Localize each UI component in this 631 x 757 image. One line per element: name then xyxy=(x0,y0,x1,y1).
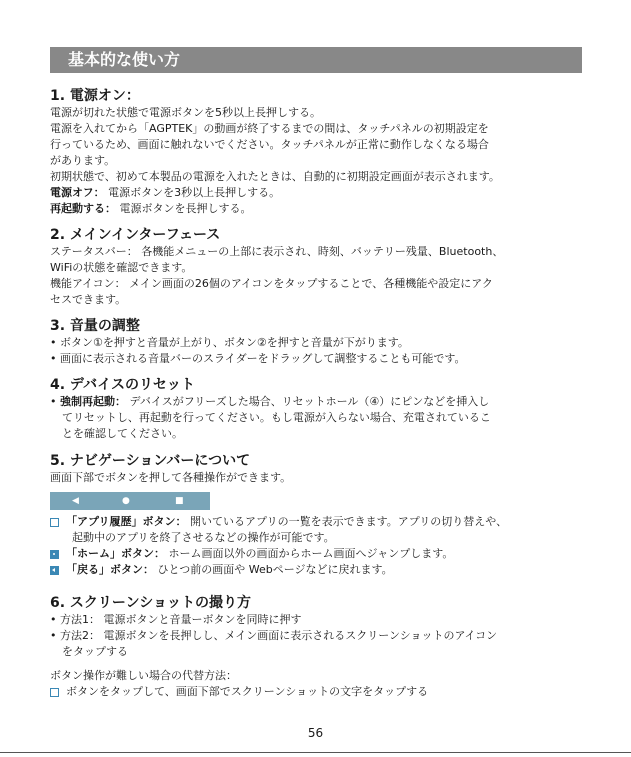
back-label: 「戻る」ボタン： xyxy=(66,563,154,576)
recent-apps-cont: 起動中のアプリを終了させるなどの操作が可能です。 xyxy=(72,531,335,544)
recent-apps-icon xyxy=(50,688,59,697)
s2-line-1: ステータスバー： 各機能メニューの上部に表示され、時刻、バッテリー残量、Bluetooth、 xyxy=(50,245,504,258)
power-off-text: 電源ボタンを3秒以上長押しする。 xyxy=(104,186,281,199)
navigation-bar-illustration xyxy=(50,492,210,510)
power-off-line xyxy=(50,185,280,201)
home-label: 「ホーム」ボタン： xyxy=(66,547,165,560)
heading-power-on: 1. 電源オン： xyxy=(50,88,140,104)
s6-bullet-2: • 方法2： 電源ボタンを長押しし、メイン画面に表示されるスクリーンショットのアイコン xyxy=(50,629,498,642)
s6-bullet-2-cont: をタップする xyxy=(62,645,128,658)
s3-bullet-1: • ボタン①を押すと音量が上がり、ボタン②を押すと音量が下がります。 xyxy=(50,336,409,349)
heading-volume: 3. 音量の調整 xyxy=(50,318,140,334)
recent-apps-icon xyxy=(50,518,59,527)
recent-apps-icon: ■ xyxy=(175,496,184,506)
s1-line-4: があります。 xyxy=(50,154,116,167)
reboot-text: 電源ボタンを長押しする。 xyxy=(116,202,252,215)
back-text: ひとつ前の画面や Webページなどに戻れます。 xyxy=(154,563,393,576)
s4-line-1: デバイスがフリーズした場合、リセットホール（④）にピンなどを挿入し xyxy=(126,395,490,408)
heading-main-interface: 2. メインインターフェース xyxy=(50,227,221,243)
s1-line-3: 行っているため、画面に触れないでください。タッチパネルが正常に動作しなくなる場合 xyxy=(50,138,489,151)
back-icon xyxy=(50,566,59,575)
back-desc xyxy=(66,562,393,578)
home-icon: ● xyxy=(122,496,130,506)
s1-line-5: 初期状態で、初めて本製品の電源を入れたときは、自動的に初期設定画面が表示されます。 xyxy=(50,170,500,183)
home-desc xyxy=(66,546,453,562)
s5-intro: 画面下部でボタンを押して各種操作ができます。 xyxy=(50,471,292,484)
s3-bullet-2: • 画面に表示される音量バーのスライダーをドラッグして調整することも可能です。 xyxy=(50,352,466,365)
back-icon: ◀ xyxy=(72,496,79,506)
s2-line-4: セスできます。 xyxy=(50,293,127,306)
s4-line-2: てリセットし、再起動を行ってください。もし電源が入らない場合、充電されているこ xyxy=(62,411,491,424)
home-icon xyxy=(50,550,59,559)
recent-apps-desc xyxy=(66,514,507,530)
heading-navbar: 5. ナビゲーションバーについて xyxy=(50,453,251,469)
s1-line-2: 電源を入れてから「AGPTEK」の動画が終了するまでの間は、タッチパネルの初期設定を xyxy=(50,122,489,135)
page-number: 56 xyxy=(307,726,324,740)
reboot-line xyxy=(50,201,252,217)
s4-bullet: • 強制再起動： デバイスがフリーズした場合、リセットホール（④）にピンなどを挿入し xyxy=(50,395,490,408)
alt-method-title: ボタン操作が難しい場合の代替方法： xyxy=(50,669,237,682)
s4-line-3: とを確認してください。 xyxy=(62,427,183,440)
force-reboot-label: 強制再起動： xyxy=(60,395,126,408)
alt-method-text: ボタンをタップして、画面下部でスクリーンショットの文字をタップする xyxy=(66,685,429,698)
heading-reset: 4. デバイスのリセット xyxy=(50,377,195,393)
s2-line-3: 機能アイコン： メイン画面の26個のアイコンをタップすることで、各種機能や設定にアク xyxy=(50,277,493,290)
recent-apps-label: 「アプリ履歴」ボタン： xyxy=(66,515,187,528)
heading-screenshot: 6. スクリーンショットの撮り方 xyxy=(50,595,252,611)
recent-apps-text: 開いているアプリの一覧を表示できます。アプリの切り替えや、 xyxy=(186,515,508,528)
power-off-label: 電源オフ： xyxy=(50,186,105,199)
home-text: ホーム画面以外の画面からホーム画面へジャンプします。 xyxy=(165,547,454,560)
footer-rule xyxy=(0,752,631,753)
section-banner: 基本的な使い方 xyxy=(50,47,582,73)
s6-bullet-1: • 方法1： 電源ボタンと音量ーボタンを同時に押す xyxy=(50,613,302,626)
reboot-label: 再起動する： xyxy=(50,202,116,215)
s2-line-2: WiFiの状態を確認できます。 xyxy=(50,261,193,274)
s1-line-1: 電源が切れた状態で電源ボタンを5秒以上長押しする。 xyxy=(50,106,321,119)
